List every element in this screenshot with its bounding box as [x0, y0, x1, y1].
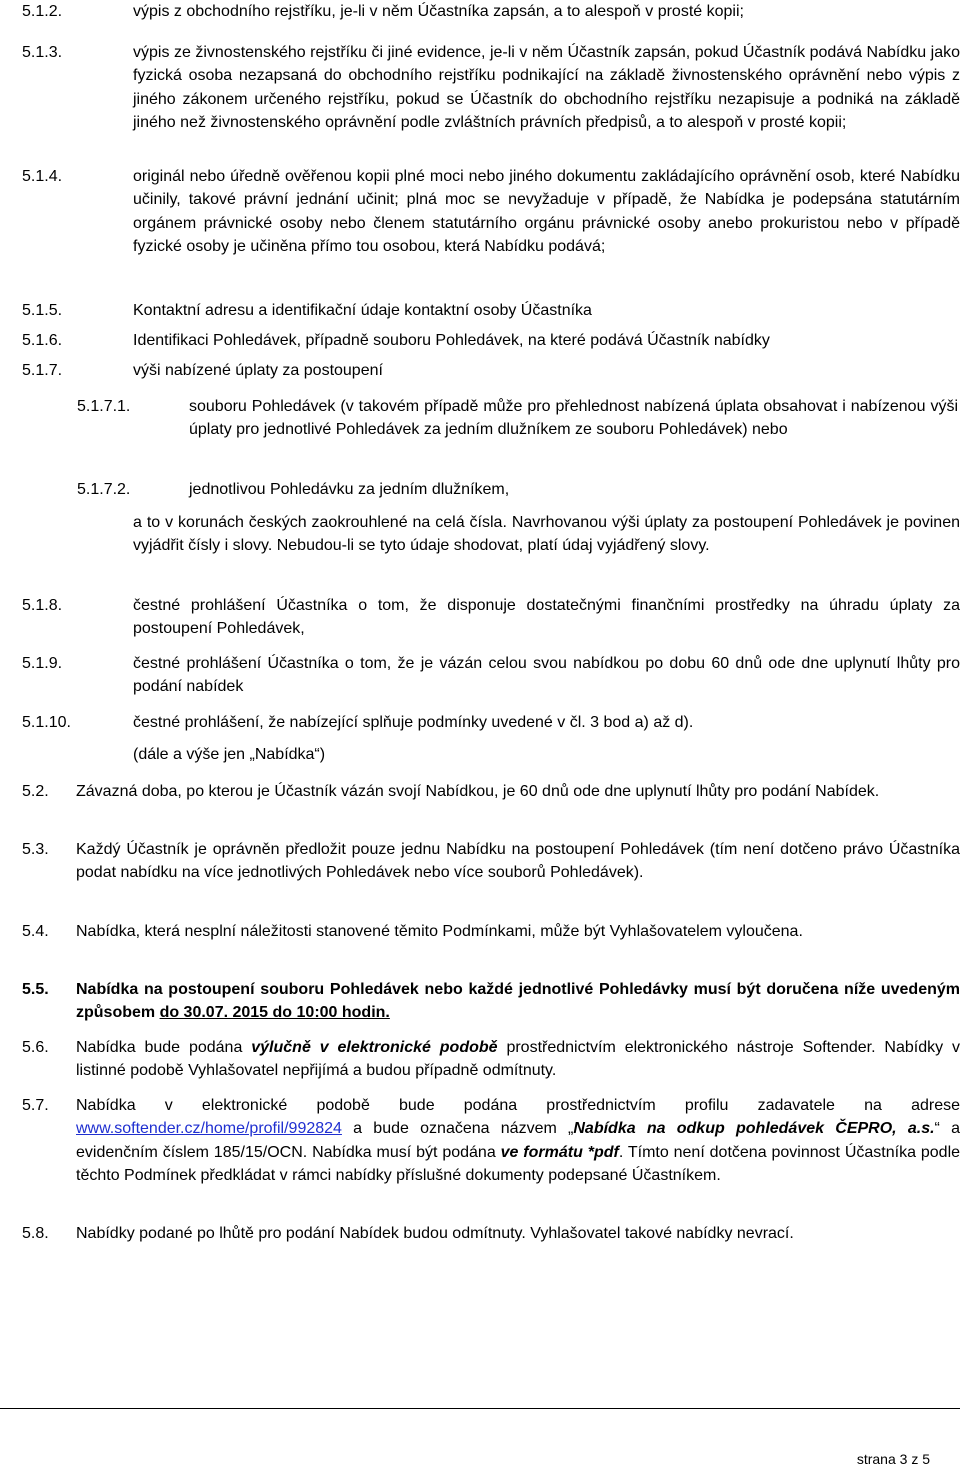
item-text: Nabídky podané po lhůtě pro podání Nabídek budou odmítnuty. Vyhlašovatel takové nabídky nevrací. [76, 1225, 794, 1242]
item-number: 5.6. [22, 1039, 49, 1056]
item-text: Kontaktní adresu a identifikační údaje kontaktní osoby Účastníka [133, 302, 592, 319]
softender-profile-link[interactable]: www.softender.cz/home/profil/992824 [76, 1120, 342, 1138]
item-5-1-7-2 [77, 478, 960, 502]
item-text: jednotlivou Pohledávku za jedním dlužníkem, [189, 481, 510, 498]
format-requirement: ve formátu *pdf [500, 1143, 619, 1161]
item-text: Závazná doba, po kterou je Účastník vázán svojí Nabídkou, je 60 dnů ode dne uplynutí lhůty pro podání Nabídek. [76, 783, 880, 800]
item-text: Nabídka, která nesplní náležitosti stanovené těmito Podmínkami, může být Vyhlašovatelem vyloučena. [76, 923, 803, 940]
item-text [76, 978, 960, 1025]
text-part: Nabídka v elektronické podobě bude podána prostřednictvím profilu zadavatele na adrese [76, 1097, 960, 1114]
item-text: výpis ze živnostenského rejstříku či jiné evidence, je-li v něm Účastník zapsán, pokud Účastník podává Nabídku jako fyzická osoba nezapsaná do obchodního rejstříku podnikající na základě živnostenského oprávnění nebo výpis z jiného zákonem určeného rejstříku, pokud se Účastník do obchodního rejstříku nezapisuje a podniká na základě jiného než živnostenského oprávnění podle zvláštních právních předpisů, a to alespoň v prosté kopii; [133, 44, 960, 131]
item-number: 5.1.7.2. [77, 481, 131, 498]
item-5-2 [22, 780, 960, 828]
item-5-4 [22, 920, 960, 968]
text-part: . Tímto není dotčena povinnost Účastníka podle těchto Podmínek předkládat v rámci nabídky příslušné dokumenty podepsané Účastníkem. [76, 1143, 960, 1184]
item-number: 5.1.8. [22, 597, 63, 614]
item-text: čestné prohlášení, že nabízející splňuje podmínky uvedené v čl. 3 bod a) až d). [133, 714, 694, 731]
item-text: Identifikaci Pohledávek, případně souboru Pohledávek, na které podává Účastník nabídky [133, 332, 770, 349]
note-5-1-7 [133, 511, 960, 583]
item-5-1-9 [22, 652, 960, 700]
item-number: 5.1.5. [22, 302, 63, 319]
item-number: 5.1.4. [22, 168, 63, 185]
item-5-5 [22, 978, 960, 1026]
deadline-lead: Nabídka na postoupení souboru Pohledávek nebo každé jednotlivé Pohledávky musí být doručena níže uvedeným způsobem [76, 981, 960, 1022]
text-part: Nabídka bude podána [76, 1039, 252, 1056]
item-number: 5.8. [22, 1225, 49, 1242]
item-5-1-6 [22, 329, 960, 353]
item-number: 5.1.2. [22, 3, 63, 20]
item-number: 5.1.7.1. [77, 398, 131, 415]
item-text: Každý Účastník je oprávněn předložit pouze jednu Nabídku na postoupení Pohledávek (tím není dotčeno právo Účastníka podat nabídku na více jednotlivých Pohledávek nebo více souborů Pohledávek). [76, 841, 960, 882]
item-number: 5.7. [22, 1097, 49, 1114]
item-5-1-10 [22, 711, 960, 735]
item-5-6 [22, 1036, 960, 1084]
item-5-1-2 [22, 0, 960, 24]
text-part: “ a evidenčním číslem 185/15/OCN. Nabídka musí být podána [76, 1120, 960, 1161]
item-text: výpis z obchodního rejstříku, je-li v něm Účastníka zapsán, a to alespoň v prosté kopii; [133, 3, 744, 20]
emphasis-electronic: výlučně v elektronické podobě [251, 1039, 498, 1056]
item-5-1-8 [22, 594, 960, 642]
deadline-date: do 30.07. 2015 do 10:00 hodin. [159, 1004, 390, 1022]
item-5-1-5 [22, 299, 960, 323]
item-number: 5.1.6. [22, 332, 63, 349]
item-number: 5.1.3. [22, 44, 63, 61]
item-5-1-7 [22, 359, 960, 383]
item-5-1-3 [22, 41, 960, 161]
item-5-7 [22, 1094, 960, 1190]
item-text: čestné prohlášení Účastníka o tom, že disponuje dostatečnými finančními prostředky na úhradu úplaty za postoupení Pohledávek, [133, 597, 960, 638]
item-5-8 [22, 1222, 960, 1270]
item-number: 5.4. [22, 923, 49, 940]
note-text: (dále a výše jen „Nabídka“) [133, 746, 326, 763]
footer-divider [0, 1408, 960, 1409]
item-number: 5.1.10. [22, 714, 71, 731]
offer-title: Nabídka na odkup pohledávek ČEPRO, a.s. [573, 1120, 935, 1138]
note-text: a to v korunách českých zaokrouhlené na celá čísla. Navrhovanou výši úplaty za postoupení Pohledávek je povinen vyjádřit čísly i slovy. Nebudou-li se tyto údaje shodovat, platí údaj vyjádřený slovy. [133, 514, 960, 555]
item-text [76, 1036, 960, 1083]
item-number: 5.3. [22, 841, 49, 858]
item-number: 5.1.7. [22, 362, 63, 379]
note-5-1-10 [133, 743, 960, 767]
item-number: 5.2. [22, 783, 49, 800]
item-text: výši nabízené úplaty za postoupení [133, 362, 383, 379]
item-number: 5.5. [22, 981, 49, 998]
item-text: souboru Pohledávek (v takovém případě může pro přehlednost nabízená úplata obsahovat i nabízenou výši úplaty pro jednotlivé Pohledávek za jedním dlužníkem ze souboru Pohledávek) nebo [189, 398, 958, 439]
text-part: Nabídky v listinné podobě Vyhlašovatel nepřijímá a budou případně odmítnuty. [76, 1039, 960, 1080]
item-text [76, 1094, 960, 1187]
item-number: 5.1.9. [22, 655, 63, 672]
item-5-3 [22, 838, 960, 910]
text-part: a bude označena názvem „ [341, 1120, 574, 1138]
text-part: prostřednictvím elektronického nástroje Softender. [497, 1039, 876, 1056]
item-5-1-4 [22, 165, 960, 285]
item-text: originál nebo úředně ověřenou kopii plné moci nebo jiného dokumentu zakládajícího oprávnění osob, které Nabídku učinily, takové právní jednání učinit; plná moc se nevyžaduje v případě, že Nabídka je podepsána statutárním orgánem právnické osoby nebo členem statutárního orgánu právnické osoby anebo prokuristou nebo v případě fyzické osoby je učiněna přímo tou osobou, která Nabídku podává; [133, 168, 960, 255]
item-5-1-7-1 [77, 395, 960, 467]
item-text: čestné prohlášení Účastníka o tom, že je vázán celou svou nabídkou po dobu 60 dnů ode dne uplynutí lhůty pro podání nabídek [133, 655, 960, 696]
page-number: strana 3 z 5 [856, 1451, 930, 1467]
